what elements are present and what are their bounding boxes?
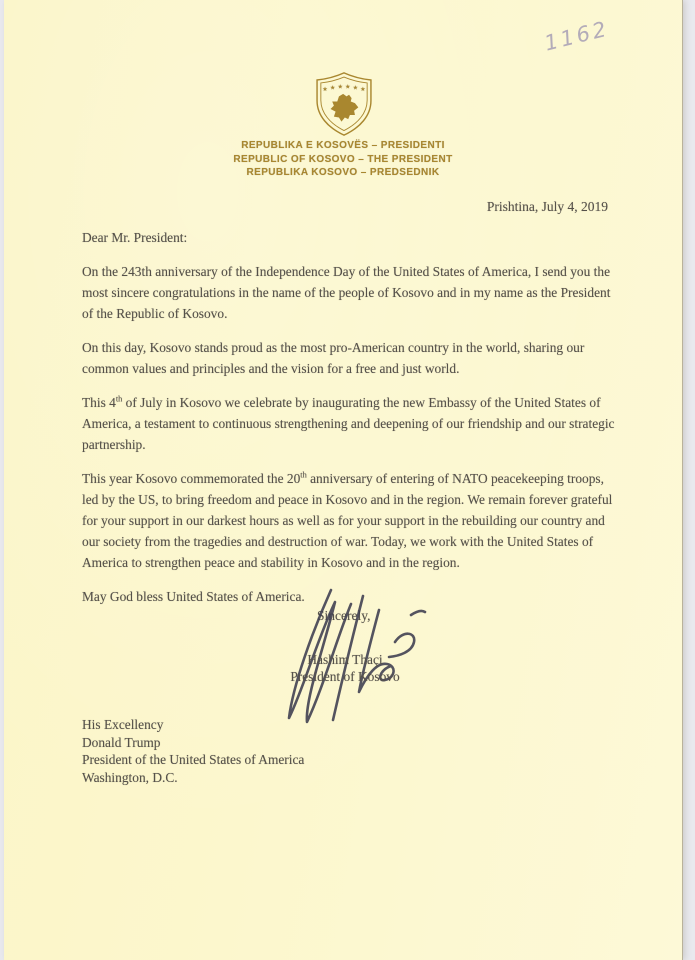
closing: Sincerely, — [317, 608, 371, 623]
signature-block — [260, 651, 430, 685]
letter-body — [82, 227, 619, 620]
paragraphs — [82, 261, 619, 607]
svg-text:★: ★ — [352, 85, 359, 92]
svg-text:★: ★ — [337, 84, 343, 91]
paragraph: May God bless United States of America. — [82, 589, 305, 604]
recipient-line: President of the United States of America — [82, 752, 305, 767]
letterhead — [4, 139, 682, 180]
paragraph: This year Kosovo commemorated the 20th anniversary of entering of NATO peacekeeping troops, led by the US, to bring freedom and peace in Kosovo and in the region. We remain forever grateful for your support in our darkest hours as well as for your support in the rebuilding our country and our society from the tragedies and destruction of war. Today, we work with the United States of America to strengthen peace and stability in Kosovo and in the region. — [82, 470, 613, 570]
svg-text:★: ★ — [360, 86, 366, 93]
recipient-address — [82, 716, 304, 786]
letterhead-line-sq: REPUBLIKA E KOSOVËS – PRESIDENTI — [241, 140, 445, 151]
salutation: Dear Mr. President: — [82, 230, 188, 245]
kosovo-emblem-icon — [312, 70, 376, 138]
paragraph: This 4th of July in Kosovo we celebrate by inaugurating the new Embassy of the United States of America, a testament to continuous strengthening and deepening of our friendship and our strategic partnership. — [82, 394, 615, 452]
paragraph: On the 243th anniversary of the Independence Day of the United States of America, I send you the most sincere congratulations in the name of the people of Kosovo and in my name as the President of the Republic of Kosovo. — [82, 264, 611, 321]
letterhead-line-sr: REPUBLIKA KOSOVO – PREDSEDNIK — [246, 167, 440, 178]
handwritten-number: 1162 — [542, 16, 612, 56]
recipient-line: Donald Trump — [82, 734, 161, 750]
emblem-stars — [322, 83, 365, 93]
paragraph: On this day, Kosovo stands proud as the most pro-American country in the world, sharing our common values and principles and the vision for a free and just world. — [82, 340, 585, 376]
kosovo-map-silhouette — [331, 94, 359, 122]
dateline: Prishtina, July 4, 2019 — [486, 199, 608, 214]
letter-page — [4, 0, 682, 960]
svg-text:★: ★ — [329, 85, 336, 92]
svg-text:★: ★ — [322, 86, 328, 93]
recipient-line: Washington, D.C. — [82, 769, 178, 785]
signer-name: Hashim Thaçi — [307, 652, 383, 667]
signer-title: President of Kosovo — [290, 669, 400, 684]
recipient-line: His Excellency — [82, 717, 164, 732]
svg-text:★: ★ — [345, 84, 351, 91]
letterhead-line-en: REPUBLIC OF KOSOVO – THE PRESIDENT — [233, 153, 453, 165]
